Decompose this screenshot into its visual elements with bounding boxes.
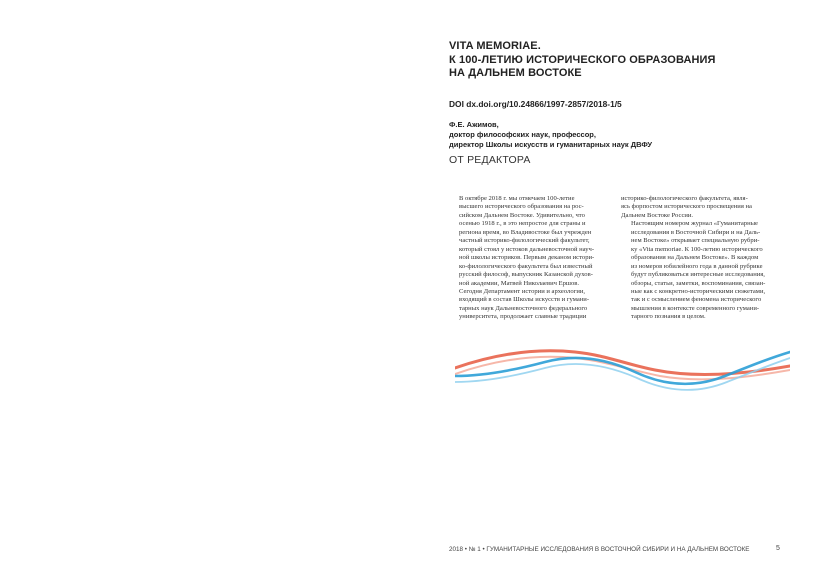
- text-line: ясь форпостом исторического просвещения на: [621, 203, 752, 211]
- text-line: исследования в Восточной Сибири и на Даль-: [631, 228, 761, 236]
- text-line: частный историко-филологический факультет,: [459, 237, 590, 245]
- text-line: мышления в контексте современного гумани-: [631, 304, 760, 312]
- text-line: ной школы историков. Первым деканом истори-: [459, 254, 595, 262]
- text-line: В октябре 2018 г. мы отмечаем 100-летие: [459, 195, 575, 202]
- text-line: из номеров юбилейного года в данной рубрике: [631, 262, 763, 270]
- text-line: осенью 1918 г., в это непростое для страны и: [459, 220, 586, 228]
- paragraph: [621, 195, 780, 220]
- text-line: университета, продолжает славные традиции: [459, 313, 587, 321]
- text-line: нем Востоке» открывает специальную рубри-: [631, 237, 760, 245]
- title-line-1: VITA MEMORIAE.: [449, 40, 541, 52]
- text-line: образования на Дальнем Востоке». В каждом: [631, 254, 759, 262]
- text-line: тарного познания в целом.: [631, 313, 706, 321]
- text-line: обзоры, статьи, заметки, воспоминания, связан-: [631, 279, 766, 287]
- text-column-right: [621, 195, 780, 322]
- text-line: сийском Дальнем Востоке. Удивительно, что: [459, 211, 585, 219]
- text-line: русский философ, выпускник Казанской духов-: [459, 271, 593, 279]
- journal-footer: 2018 • № 1 • ГУМАНИТАРНЫЕ ИССЛЕДОВАНИЯ В ВОСТОЧНОЙ СИБИРИ И НА ДАЛЬНЕМ ВОСТОКЕ: [449, 546, 750, 553]
- wave-stroke-blue: [455, 352, 790, 384]
- text-line: Сегодня Департамент истории и археологии,: [459, 287, 586, 295]
- author-position: директор Школы искусств и гуманитарных наук ДВФУ: [449, 140, 653, 149]
- page-number: 5: [776, 545, 780, 552]
- text-line: будут публиковаться интересные исследования,: [631, 271, 765, 279]
- text-line: ной академии, Матвей Николаевич Ершов.: [459, 279, 580, 287]
- section-heading: ОТ РЕДАКТОРА: [449, 154, 531, 166]
- doi: DOI dx.doi.org/10.24866/1997-2857/2018-1/5: [449, 99, 622, 109]
- text-line: Настоящим номером журнал «Гуманитарные: [631, 220, 758, 228]
- paragraph: [449, 195, 608, 288]
- paragraph: [621, 220, 780, 321]
- text-line: тарных наук Дальневосточного федерального: [459, 304, 588, 312]
- text-line: который стоял у истоков дальневосточной науч-: [459, 245, 595, 253]
- author-degree: доктор философских наук, профессор,: [449, 130, 596, 139]
- paragraph: [449, 288, 608, 322]
- title-line-2: К 100-ЛЕТИЮ ИСТОРИЧЕСКОГО ОБРАЗОВАНИЯ: [449, 53, 716, 66]
- title-line-3: НА ДАЛЬНЕМ ВОСТОКЕ: [449, 67, 582, 79]
- article-title: [449, 40, 789, 81]
- decorative-waves: [455, 340, 790, 400]
- text-line: ку «Vita memoriae. К 100-летию исторического: [631, 245, 763, 253]
- text-column-left: [449, 195, 608, 322]
- author-name: Ф.Е. Ажимов,: [449, 120, 499, 129]
- text-line: Дальнем Востоке России.: [621, 211, 694, 219]
- text-line: региона время, во Владивостоке был учрежден: [459, 228, 592, 236]
- text-line: так и с осмыслением феномена исторического: [631, 296, 762, 304]
- author-block: [449, 120, 652, 150]
- text-line: входящий в состав Школы искусств и гумани-: [459, 296, 590, 304]
- text-line: ко-филологического факультета был известный: [459, 262, 593, 270]
- text-line: историко-филологического факультета, явля-: [621, 195, 748, 202]
- text-line: высшего исторического образования на рос-: [459, 203, 584, 211]
- text-line: ные как с конкретно-историческими сюжетами,: [631, 287, 766, 295]
